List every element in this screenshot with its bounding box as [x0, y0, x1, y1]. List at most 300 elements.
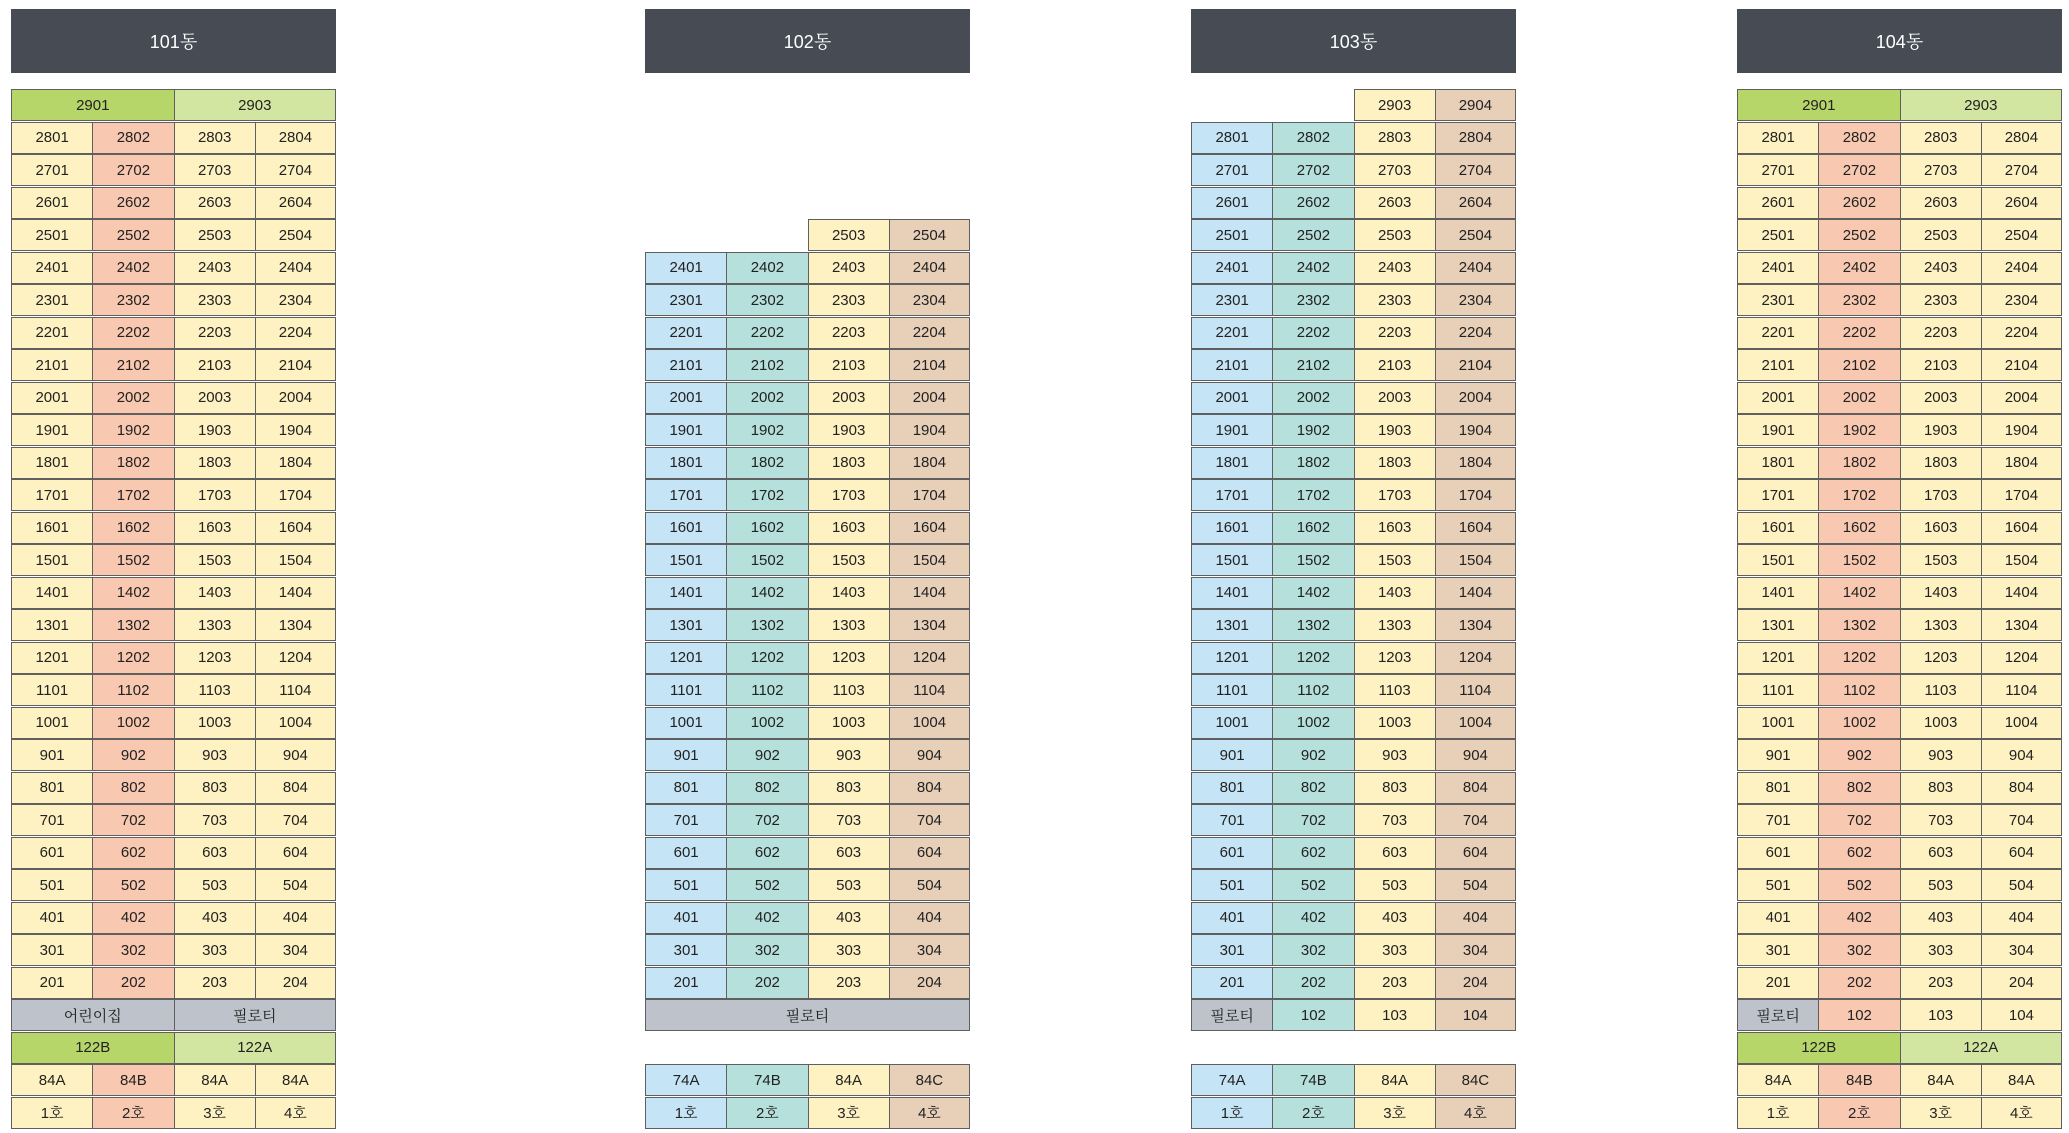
unit-cell: 1602	[1818, 512, 1900, 544]
floor-row	[645, 252, 970, 284]
floor-row	[1737, 284, 2062, 316]
floor-row	[11, 772, 336, 804]
unit-cell: 603	[1354, 837, 1436, 869]
floor-row	[11, 187, 336, 219]
floor-row	[11, 674, 336, 706]
unit-cell: 1002	[726, 707, 808, 739]
unit-cell: 801	[1737, 772, 1819, 804]
unit-cell: 201	[11, 967, 93, 999]
unit-cell: 1404	[1435, 577, 1516, 609]
unit-cell: 1503	[1900, 544, 1982, 576]
unit-cell: 804	[1435, 772, 1516, 804]
unit-cell: 122A	[174, 1032, 337, 1064]
floor-row	[11, 934, 336, 966]
floor-row	[11, 999, 336, 1031]
unit-cell: 1501	[11, 544, 93, 576]
unit-cell: 604	[889, 837, 970, 869]
unit-cell: 1702	[92, 479, 174, 511]
unit-cell: 84B	[92, 1064, 174, 1096]
unit-cell: 2504	[889, 219, 970, 251]
unit-cell: 1103	[1900, 674, 1982, 706]
unit-cell: 604	[1981, 837, 2062, 869]
unit-cell: 801	[1191, 772, 1273, 804]
unit-cell: 2001	[645, 382, 727, 414]
unit-cell: 1호	[1191, 1097, 1273, 1129]
unit-cell: 301	[1191, 934, 1273, 966]
unit-cell: 902	[726, 739, 808, 771]
unit-cell: 84B	[1818, 1064, 1900, 1096]
unit-cell: 901	[1191, 739, 1273, 771]
unit-cell: 2304	[1981, 284, 2062, 316]
unit-cell: 1604	[1435, 512, 1516, 544]
unit-cell: 1002	[1818, 707, 1900, 739]
unit-cell: 2203	[808, 317, 890, 349]
unit-cell: 601	[1191, 837, 1273, 869]
unit-cell: 2102	[1272, 349, 1354, 381]
unit-cell: 502	[1272, 869, 1354, 901]
floor-row	[1191, 739, 1516, 771]
floor-row	[645, 772, 970, 804]
unit-cell: 2703	[1900, 154, 1982, 186]
unit-cell: 84A	[1981, 1064, 2062, 1096]
unit-cell: 1201	[1737, 642, 1819, 674]
unit-cell: 304	[1981, 934, 2062, 966]
floor-row	[1737, 739, 2062, 771]
unit-cell: 1903	[808, 414, 890, 446]
unit-cell: 104	[1981, 999, 2062, 1031]
unit-cell: 204	[1981, 967, 2062, 999]
floor-row	[1191, 317, 1516, 349]
unit-cell: 303	[1900, 934, 1982, 966]
unit-cell: 903	[1900, 739, 1982, 771]
unit-cell: 1704	[1981, 479, 2062, 511]
floor-row	[11, 837, 336, 869]
unit-cell: 901	[645, 739, 727, 771]
unit-cell: 1704	[1435, 479, 1516, 511]
unit-cell: 122B	[11, 1032, 175, 1064]
unit-cell: 801	[11, 772, 93, 804]
unit-cell: 1303	[1900, 609, 1982, 641]
unit-cell: 803	[1354, 772, 1436, 804]
floor-row	[11, 349, 336, 381]
unit-cell: 84C	[889, 1064, 970, 1096]
unit-cell: 902	[1818, 739, 1900, 771]
building-title: 104동	[1737, 9, 2062, 73]
unit-cell: 1802	[92, 447, 174, 479]
floor-row	[645, 447, 970, 479]
floor-row	[1737, 154, 2062, 186]
unit-cell: 1601	[1737, 512, 1819, 544]
unit-cell: 2203	[1900, 317, 1982, 349]
unit-cell: 1802	[1272, 447, 1354, 479]
floor-row	[645, 317, 970, 349]
unit-cell: 502	[726, 869, 808, 901]
unit-cell: 303	[1354, 934, 1436, 966]
floor-row	[11, 902, 336, 934]
floor-row	[1191, 609, 1516, 641]
unit-cell: 1403	[808, 577, 890, 609]
floor-row	[1191, 674, 1516, 706]
unit-cell: 1804	[255, 447, 336, 479]
unit-cell: 1502	[726, 544, 808, 576]
floor-row	[645, 739, 970, 771]
unit-cell: 2402	[1818, 252, 1900, 284]
unit-cell: 2702	[1272, 154, 1354, 186]
floor-row	[11, 804, 336, 836]
unit-cell: 1001	[1191, 707, 1273, 739]
unit-cell: 2901	[11, 89, 175, 121]
floor-row	[1737, 642, 2062, 674]
floor-row	[1737, 122, 2062, 154]
unit-cell: 1401	[11, 577, 93, 609]
floor-row	[1191, 447, 1516, 479]
unit-cell: 402	[1272, 902, 1354, 934]
unit-cell: 1603	[1354, 512, 1436, 544]
unit-cell: 1801	[1737, 447, 1819, 479]
unit-cell: 2603	[1900, 187, 1982, 219]
unit-cell: 501	[11, 869, 93, 901]
floor-row	[1191, 772, 1516, 804]
unit-cell: 702	[1818, 804, 1900, 836]
unit-cell: 2403	[1354, 252, 1436, 284]
floor-row	[1737, 934, 2062, 966]
floor-row	[645, 577, 970, 609]
unit-cell: 301	[1737, 934, 1819, 966]
unit-cell: 303	[174, 934, 256, 966]
unit-cell: 202	[1818, 967, 1900, 999]
unit-cell: 1103	[808, 674, 890, 706]
unit-cell: 304	[889, 934, 970, 966]
floor-row	[645, 382, 970, 414]
floor-row	[1737, 837, 2062, 869]
unit-cell: 1203	[808, 642, 890, 674]
unit-cell: 1604	[255, 512, 336, 544]
unit-cell: 2101	[645, 349, 727, 381]
unit-cell: 403	[808, 902, 890, 934]
unit-cell: 1301	[1737, 609, 1819, 641]
unit-cell: 2404	[1435, 252, 1516, 284]
unit-cell: 2303	[1354, 284, 1436, 316]
unit-cell: 602	[1818, 837, 1900, 869]
unit-cell: 2301	[645, 284, 727, 316]
floor-row	[11, 1097, 336, 1129]
floor-row	[1191, 999, 1516, 1031]
unit-cell: 1801	[11, 447, 93, 479]
floor-row	[1737, 869, 2062, 901]
unit-cell: 904	[1435, 739, 1516, 771]
unit-cell: 502	[1818, 869, 1900, 901]
floor-row	[1737, 609, 2062, 641]
floor-row	[1191, 934, 1516, 966]
floor-row	[1737, 447, 2062, 479]
unit-cell: 801	[645, 772, 727, 804]
unit-cell: 1202	[1272, 642, 1354, 674]
unit-cell: 1501	[1191, 544, 1273, 576]
floor-row	[11, 154, 336, 186]
unit-cell: 2003	[174, 382, 256, 414]
unit-cell: 2204	[889, 317, 970, 349]
unit-cell: 1604	[1981, 512, 2062, 544]
unit-cell: 2304	[1435, 284, 1516, 316]
unit-cell: 1402	[726, 577, 808, 609]
unit-cell: 2401	[1737, 252, 1819, 284]
floor-row	[645, 414, 970, 446]
unit-cell: 1901	[645, 414, 727, 446]
unit-cell: 904	[255, 739, 336, 771]
unit-cell: 4호	[889, 1097, 970, 1129]
unit-cell: 2103	[808, 349, 890, 381]
unit-cell: 402	[726, 902, 808, 934]
unit-cell: 903	[808, 739, 890, 771]
unit-cell: 2001	[11, 382, 93, 414]
unit-cell: 1803	[174, 447, 256, 479]
floor-row	[11, 382, 336, 414]
unit-cell: 103	[1354, 999, 1436, 1031]
unit-cell: 1901	[1737, 414, 1819, 446]
unit-cell: 1601	[645, 512, 727, 544]
floor-row	[1191, 967, 1516, 999]
unit-cell: 1004	[889, 707, 970, 739]
floor-row	[1191, 479, 1516, 511]
unit-cell: 2901	[1737, 89, 1901, 121]
unit-cell: 1401	[1737, 577, 1819, 609]
building-title: 103동	[1191, 9, 1516, 73]
unit-cell: 2002	[726, 382, 808, 414]
unit-cell: 604	[1435, 837, 1516, 869]
unit-cell: 1302	[92, 609, 174, 641]
unit-cell: 704	[255, 804, 336, 836]
unit-cell: 4호	[1981, 1097, 2062, 1129]
unit-cell: 1103	[1354, 674, 1436, 706]
unit-cell: 703	[174, 804, 256, 836]
floor-row	[11, 739, 336, 771]
unit-cell: 2804	[1435, 122, 1516, 154]
unit-cell: 1503	[808, 544, 890, 576]
unit-cell: 1402	[92, 577, 174, 609]
unit-cell: 2003	[1900, 382, 1982, 414]
unit-cell: 701	[11, 804, 93, 836]
unit-cell: 2402	[1272, 252, 1354, 284]
unit-cell: 1702	[726, 479, 808, 511]
unit-cell: 2201	[1737, 317, 1819, 349]
floor-row	[1737, 544, 2062, 576]
floor-row	[645, 284, 970, 316]
unit-cell: 401	[645, 902, 727, 934]
unit-cell: 1201	[1191, 642, 1273, 674]
unit-cell: 1104	[1981, 674, 2062, 706]
unit-cell: 2504	[255, 219, 336, 251]
unit-cell: 1001	[1737, 707, 1819, 739]
unit-cell: 2004	[255, 382, 336, 414]
unit-cell: 1504	[1435, 544, 1516, 576]
unit-cell: 1002	[1272, 707, 1354, 739]
unit-cell: 1303	[808, 609, 890, 641]
unit-cell: 1902	[1818, 414, 1900, 446]
floor-row	[1191, 642, 1516, 674]
floor-row	[1191, 902, 1516, 934]
unit-cell: 1004	[255, 707, 336, 739]
unit-cell: 703	[1900, 804, 1982, 836]
unit-cell: 1403	[1354, 577, 1436, 609]
unit-cell: 84A	[1737, 1064, 1819, 1096]
unit-cell: 1902	[726, 414, 808, 446]
unit-cell: 2호	[1818, 1097, 1900, 1129]
floor-row	[11, 707, 336, 739]
floor-row	[1191, 154, 1516, 186]
unit-cell: 1101	[1737, 674, 1819, 706]
unit-cell: 1602	[1272, 512, 1354, 544]
unit-cell: 2104	[889, 349, 970, 381]
unit-cell: 102	[1272, 999, 1354, 1031]
unit-cell: 2802	[1818, 122, 1900, 154]
unit-cell: 2001	[1191, 382, 1273, 414]
floor-row	[645, 512, 970, 544]
unit-cell: 1103	[174, 674, 256, 706]
unit-cell: 1102	[92, 674, 174, 706]
unit-cell: 2403	[808, 252, 890, 284]
floor-row	[11, 642, 336, 674]
floor-row	[1737, 187, 2062, 219]
floor-row	[645, 967, 970, 999]
unit-cell: 2801	[1737, 122, 1819, 154]
floor-row	[1191, 89, 1516, 121]
floor-row	[1191, 707, 1516, 739]
unit-cell: 1003	[808, 707, 890, 739]
unit-cell: 2702	[92, 154, 174, 186]
unit-cell: 2604	[1435, 187, 1516, 219]
floor-row	[645, 804, 970, 836]
unit-cell: 201	[645, 967, 727, 999]
unit-cell: 1701	[1737, 479, 1819, 511]
unit-cell: 1703	[174, 479, 256, 511]
unit-cell: 1804	[889, 447, 970, 479]
unit-cell: 603	[808, 837, 890, 869]
unit-cell: 1701	[1191, 479, 1273, 511]
building-102	[645, 9, 970, 1122]
building-title: 102동	[645, 9, 970, 73]
floor-row	[1191, 382, 1516, 414]
unit-cell: 1104	[255, 674, 336, 706]
unit-cell: 1302	[1818, 609, 1900, 641]
unit-cell: 2304	[889, 284, 970, 316]
unit-cell: 1604	[889, 512, 970, 544]
floor-row	[1191, 837, 1516, 869]
empty-slot	[1272, 89, 1354, 121]
unit-cell: 804	[1981, 772, 2062, 804]
unit-cell: 204	[255, 967, 336, 999]
unit-cell: 1904	[1981, 414, 2062, 446]
unit-cell: 2701	[1737, 154, 1819, 186]
floor-row	[1737, 349, 2062, 381]
unit-cell: 1302	[726, 609, 808, 641]
unit-cell: 2402	[726, 252, 808, 284]
unit-cell: 2701	[1191, 154, 1273, 186]
unit-cell: 1301	[1191, 609, 1273, 641]
unit-cell: 2602	[1818, 187, 1900, 219]
unit-cell: 504	[1435, 869, 1516, 901]
floor-row	[645, 219, 970, 251]
building-104	[1737, 9, 2062, 1122]
unit-cell: 1902	[1272, 414, 1354, 446]
unit-cell: 1201	[11, 642, 93, 674]
unit-cell: 1701	[11, 479, 93, 511]
unit-cell: 1603	[174, 512, 256, 544]
unit-cell: 1301	[645, 609, 727, 641]
unit-cell: 2301	[11, 284, 93, 316]
building-103	[1191, 9, 1516, 1122]
unit-cell: 2203	[174, 317, 256, 349]
unit-cell: 302	[1818, 934, 1900, 966]
unit-cell: 1202	[1818, 642, 1900, 674]
unit-cell: 3호	[808, 1097, 890, 1129]
unit-cell: 704	[889, 804, 970, 836]
floor-row	[11, 1032, 336, 1064]
unit-cell: 401	[1737, 902, 1819, 934]
unit-cell: 703	[1354, 804, 1436, 836]
unit-cell: 902	[1272, 739, 1354, 771]
unit-cell: 84C	[1435, 1064, 1516, 1096]
unit-cell: 2703	[174, 154, 256, 186]
floor-row	[11, 219, 336, 251]
unit-cell: 202	[1272, 967, 1354, 999]
unit-cell: 603	[1900, 837, 1982, 869]
unit-cell: 2303	[174, 284, 256, 316]
unit-cell: 84A	[174, 1064, 256, 1096]
floor-row	[1191, 512, 1516, 544]
unit-cell: 1303	[1354, 609, 1436, 641]
unit-cell: 2303	[808, 284, 890, 316]
unit-cell: 404	[889, 902, 970, 934]
unit-cell: 401	[11, 902, 93, 934]
unit-cell: 702	[726, 804, 808, 836]
unit-cell: 903	[1354, 739, 1436, 771]
floor-row	[645, 349, 970, 381]
unit-cell: 1401	[645, 577, 727, 609]
unit-cell: 2704	[255, 154, 336, 186]
unit-cell: 601	[645, 837, 727, 869]
unit-cell: 2903	[1900, 89, 2063, 121]
unit-cell: 501	[1737, 869, 1819, 901]
floor-row	[645, 902, 970, 934]
empty-slot	[1191, 89, 1273, 121]
unit-cell: 1903	[1900, 414, 1982, 446]
unit-cell: 1402	[1272, 577, 1354, 609]
floor-row	[11, 252, 336, 284]
unit-cell: 701	[645, 804, 727, 836]
unit-cell: 1901	[1191, 414, 1273, 446]
unit-cell: 2호	[1272, 1097, 1354, 1129]
unit-cell: 84A	[808, 1064, 890, 1096]
unit-cell: 901	[11, 739, 93, 771]
unit-cell: 2104	[1435, 349, 1516, 381]
unit-cell: 1704	[889, 479, 970, 511]
unit-cell: 1702	[1272, 479, 1354, 511]
unit-cell: 203	[1900, 967, 1982, 999]
unit-cell: 1904	[255, 414, 336, 446]
unit-cell: 602	[92, 837, 174, 869]
unit-cell: 2002	[92, 382, 174, 414]
floor-row	[1191, 869, 1516, 901]
unit-cell: 2301	[1191, 284, 1273, 316]
unit-cell: 2503	[174, 219, 256, 251]
unit-cell: 1903	[1354, 414, 1436, 446]
unit-cell: 2302	[726, 284, 808, 316]
unit-cell: 1601	[11, 512, 93, 544]
floor-row	[645, 1097, 970, 1129]
unit-cell: 1402	[1818, 577, 1900, 609]
unit-cell: 1404	[889, 577, 970, 609]
unit-cell: 402	[1818, 902, 1900, 934]
